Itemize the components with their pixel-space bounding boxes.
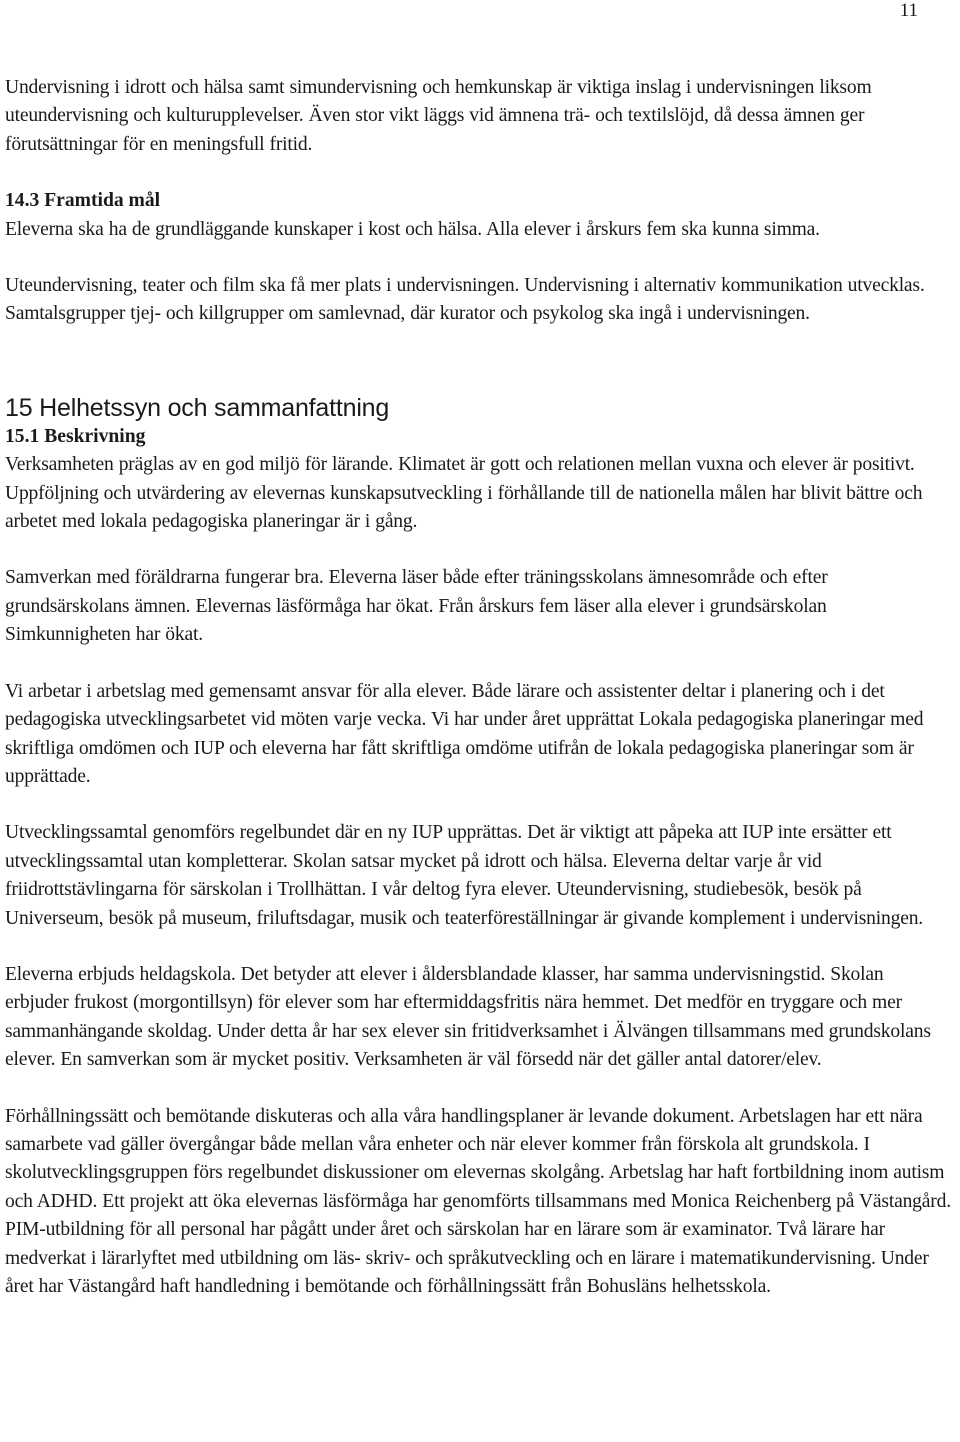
section-15-1-paragraph-3: Vi arbetar i arbetslag med gemensamt ansvar för alla elever. Både lärare och assistenter deltar i planering och i det pedagogiska utvecklingsarbetet vid möten varje vecka. Vi har under året upprättat Lokala pedagogiska planeringar med skriftliga omdömen och IUP och eleverna har fått skriftliga omdöme utifrån de lokala pedagogiska planeringar som är upprättade. xyxy=(5,680,924,787)
section-14-3-paragraph-2: Uteundervisning, teater och film ska få mer plats i undervisningen. Undervisning i alternativ kommunikation utvecklas. Samtalsgrupper tjej- och killgrupper om samlevnad, där kurator och psykolog ska ingå i undervisningen. xyxy=(5,275,925,325)
section-15-1-paragraph-4: Utvecklingssamtal genomförs regelbundet där en ny IUP upprättas. Det är viktigt att påpeka att IUP inte ersätter ett utvecklingssamtal utan kompletterar. Skolan satsar mycket på idrott och hälsa. Eleverna deltar varje år vid friidrottstävlingarna för särskolan i Trollhättan. I vår deltog fyra elever. Uteundervisning, studiebesök, besök på Universeum, besök på museum, friluftsdagar, musik och teaterföreställningar är givande komplement i undervisningen. xyxy=(5,822,923,929)
intro-paragraph: Undervisning i idrott och hälsa samt simundervisning och hemkunskap är viktiga inslag i undervisningen liksom uteundervisning och kulturupplevelser. Även stor vikt läggs vid ämnena trä- och textilslöjd, då dessa ämnen ger förutsättningar för en meningsfull fritid. xyxy=(5,77,872,155)
section-heading-14-3: 14.3 Framtida mål xyxy=(5,190,161,212)
page-number: 11 xyxy=(899,0,918,21)
section-14-3-paragraph-1: Eleverna ska ha de grundläggande kunskaper i kost och hälsa. Alla elever i årskurs fem ska kunna simma. xyxy=(5,218,820,240)
section-15-1-paragraph-2: Samverkan med föräldrarna fungerar bra. Eleverna läser både efter träningsskolans ämnesområde och efter grundsärskolans ämnen. Elevernas läsförmåga har ökat. Från årskurs fem läser alla elever i grundsärskolan Simkunnigheten har ökat. xyxy=(5,567,828,646)
section-15-1-paragraph-5: Eleverna erbjuds heldagskola. Det betyder att elever i åldersblandade klasser, har samma undervisningstid. Skolan erbjuder frukost (morgontillsyn) för elever som har eftermiddagsfritis nära hemmet. Det medför en tryggare och mer sammanhängande skoldag. Under detta år har sex elever sin fritidverksamhet i Älvängen tillsammans med grundskolans elever. En samverkan som är mycket positiv. Verksamheten är väl försedd när det gäller antal datorer/elev. xyxy=(5,963,931,1071)
section-15-1-paragraph-6: Förhållningssätt och bemötande diskuteras och alla våra handlingsplaner är levande dokument. Arbetslagen har ett nära samarbete vad gäller övergångar både mellan våra enheter och när elever kommer från förskola alt grundskola. I skolutvecklingsgruppen förs regelbundet diskussioner om elevernas skolgång. Arbetslag har haft fortbildning inom autism och ADHD. Ett projekt att öka elevernas läsförmåga har genomförts tillsammans med Monica Reichenberg på Västangård. PIM-utbildning för all personal har pågått under året och särskolan har en lärare som är examinator. Två lärare har medverkat i lärarlyftet med utbildning om läs- skriv- och språkutveckling och en lärare i matematikundervisning. Under året har Västangård haft handledning i bemötande och förhållningssätt från Bohusläns helhetsskola. xyxy=(5,1105,951,1297)
document-body xyxy=(5,74,951,1301)
section-heading-15-1: 15.1 Beskrivning xyxy=(5,425,146,447)
chapter-heading-15: 15 Helhetssyn och sammanfattning xyxy=(5,393,390,422)
section-15-1-paragraph-1: Verksamheten präglas av en god miljö för lärande. Klimatet är gott och relationen mellan vuxna och elever är positivt. Uppföljning och utvärdering av elevernas kunskapsutveckling i förhållande till de nationella målen har blivit bättre och arbetet med lokala pedagogiska planeringar är i gång. xyxy=(5,454,923,533)
